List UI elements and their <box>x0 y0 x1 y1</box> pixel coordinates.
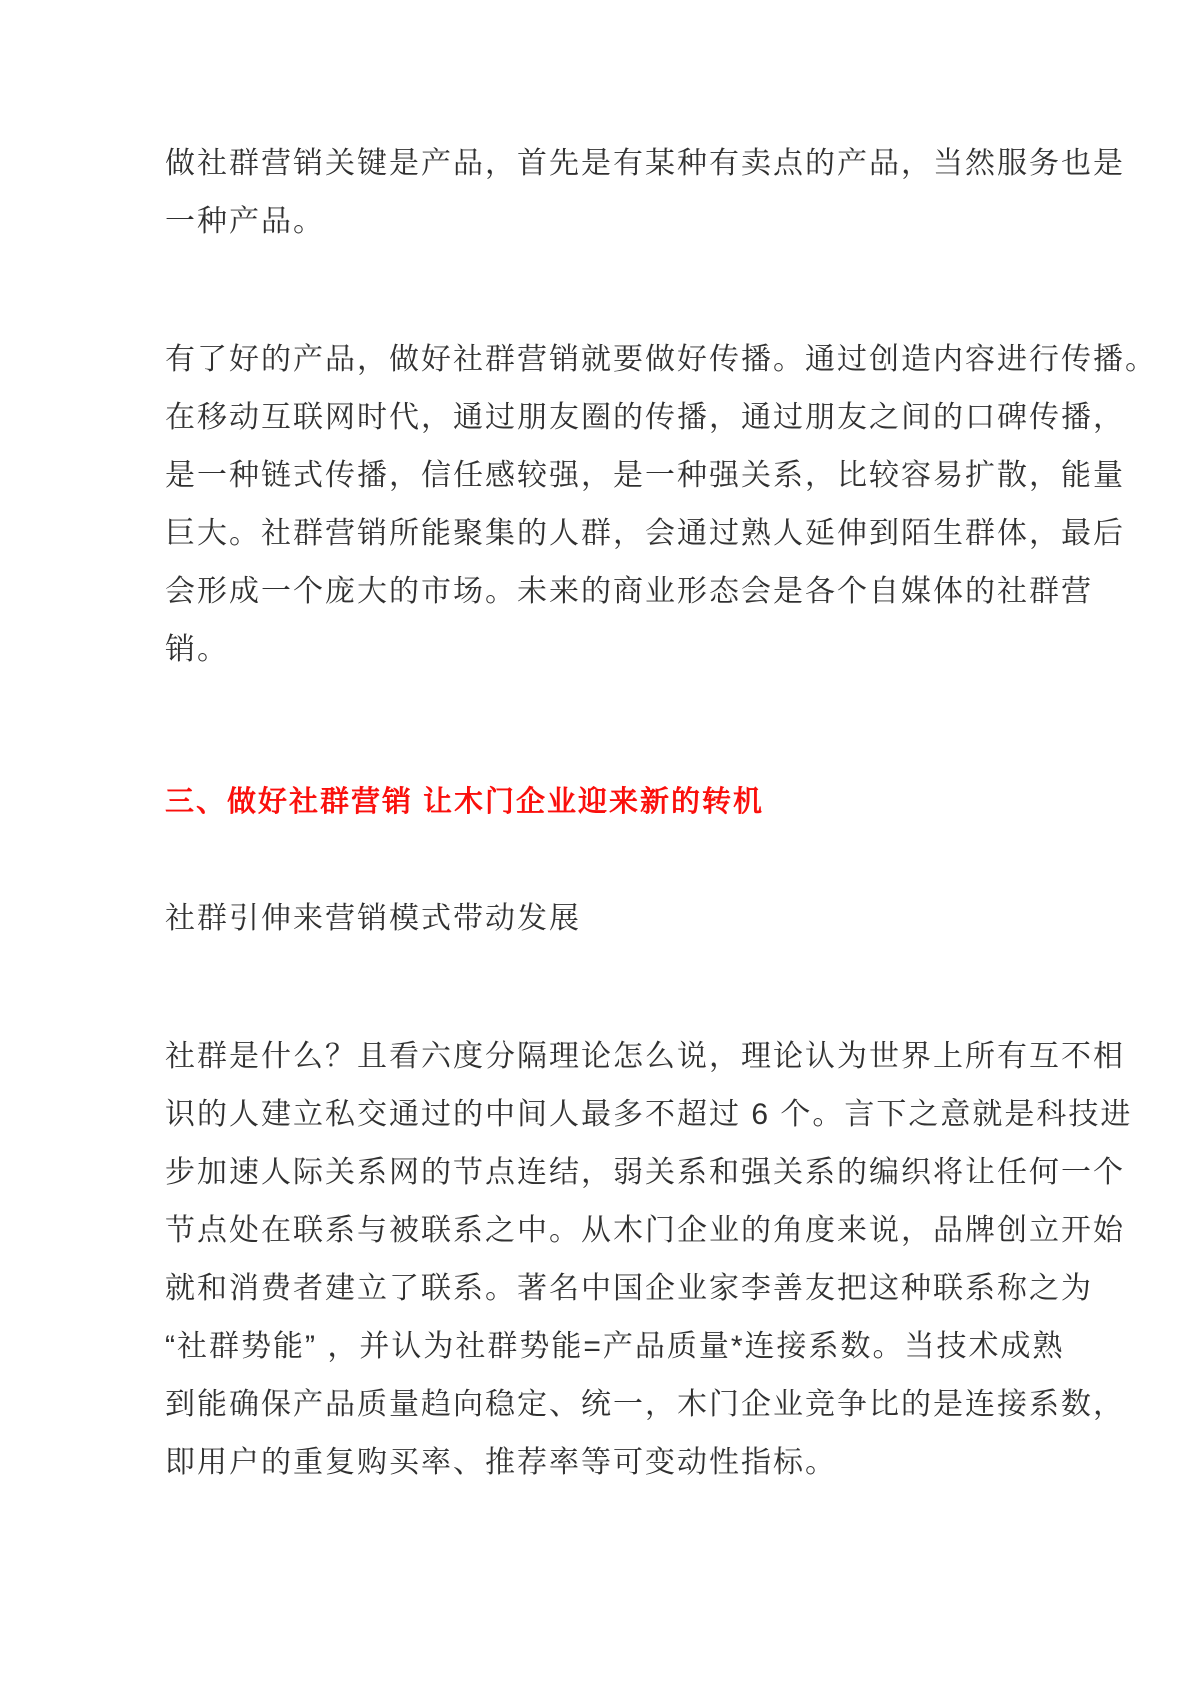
paragraph-spread-line: 是一种链式传播，信任感较强，是一种强关系，比较容易扩散，能量 <box>165 459 1125 492</box>
paragraph-community-theory-line: 就和消费者建立了联系。著名中国企业家李善友把这种联系称之为 <box>165 1272 1093 1305</box>
paragraph-spread-line: 销。 <box>165 633 229 666</box>
paragraph-community-theory-line: 社群是什么？且看六度分隔理论怎么说，理论认为世界上所有互不相 <box>165 1040 1125 1073</box>
paragraph-spread-line: 会形成一个庞大的市场。未来的商业形态会是各个自媒体的社群营 <box>165 575 1093 608</box>
paragraph-spread <box>165 331 1157 679</box>
section-heading <box>165 773 1040 831</box>
paragraph-community-theory-line: 到能确保产品质量趋向稳定、统一，木门企业竞争比的是连接系数， <box>165 1388 1125 1421</box>
paragraph-spread-line: 有了好的产品，做好社群营销就要做好传播。通过创造内容进行传播。 <box>165 343 1157 376</box>
paragraph-product <box>165 135 1125 251</box>
paragraph-community-theory-line: “社群势能” ，并认为社群势能=产品质量*连接系数。当技术成熟 <box>165 1330 1065 1363</box>
paragraph-community-theory-line: 步加速人际关系网的节点连结，弱关系和强关系的编织将让任何一个 <box>165 1156 1125 1189</box>
paragraph-community-theory-line: 节点处在联系与被联系之中。从木门企业的角度来说，品牌创立开始 <box>165 1214 1125 1247</box>
paragraph-community-theory <box>165 1028 1133 1492</box>
paragraph-community-theory-line: 即用户的重复购买率、推荐率等可变动性指标。 <box>165 1446 837 1479</box>
paragraph-spread-line: 在移动互联网时代，通过朋友圈的传播，通过朋友之间的口碑传播， <box>165 401 1125 434</box>
paragraph-product-line: 做社群营销关键是产品，首先是有某种有卖点的产品，当然服务也是 <box>165 147 1125 180</box>
section-heading-line: 三、做好社群营销 让木门企业迎来新的转机 <box>165 786 765 818</box>
paragraph-spread-line: 巨大。社群营销所能聚集的人群，会通过熟人延伸到陌生群体，最后 <box>165 517 1125 550</box>
paragraph-product-line: 一种产品。 <box>165 205 325 238</box>
document-body <box>165 135 1157 1492</box>
paragraph-subtitle <box>165 890 1040 948</box>
paragraph-subtitle-line: 社群引伸来营销模式带动发展 <box>165 902 581 935</box>
paragraph-community-theory-line: 识的人建立私交通过的中间人最多不超过 6 个。言下之意就是科技进 <box>165 1098 1133 1131</box>
